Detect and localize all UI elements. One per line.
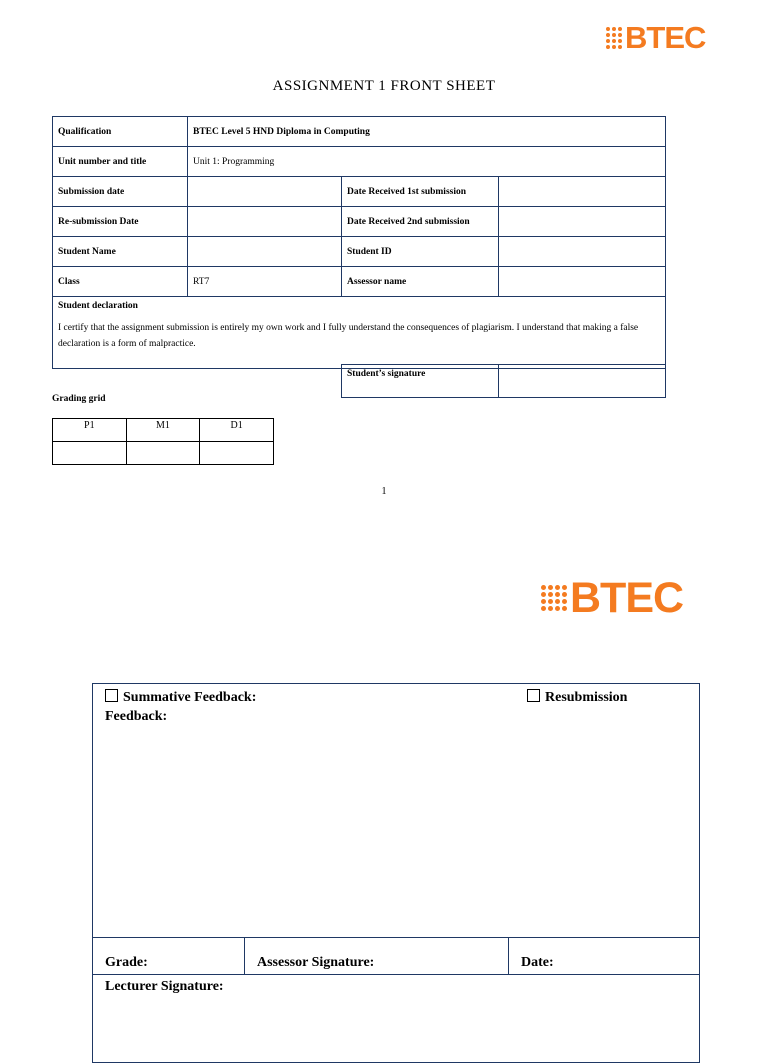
assessor-signature-cell[interactable] (245, 938, 509, 974)
table-row (53, 267, 666, 297)
date-cell[interactable] (509, 938, 699, 974)
grading-grid (52, 418, 274, 465)
declaration-text: I certify that the assignment submission is entirely my own work and I fully understand the consequences of plagiarism. I understand that making a false declaration is a form of malpractice. (58, 323, 639, 349)
page-number: 1 (381, 486, 387, 497)
feedback-section (93, 684, 699, 937)
qualification-label: Qualification (53, 117, 188, 147)
assessor-label: Assessor name (342, 267, 499, 297)
lecturer-signature-label: Lecturer Signature: (105, 979, 224, 994)
signature-label: Student’s signature (342, 365, 499, 398)
grading-grid-label: Grading grid (52, 394, 106, 404)
table-row (53, 147, 666, 177)
student-name-label: Student Name (53, 237, 188, 267)
page-title: ASSIGNMENT 1 FRONT SHEET (272, 78, 496, 94)
submission-date-field[interactable] (188, 177, 342, 207)
grade-header-d1: D1 (200, 419, 274, 442)
resubmission-option[interactable] (527, 689, 627, 706)
grade-label: Grade: (105, 955, 148, 970)
table-row (53, 297, 666, 369)
grade-header-p1: P1 (53, 419, 127, 442)
student-id-label: Student ID (342, 237, 499, 267)
student-declaration (53, 297, 666, 369)
checkbox-icon[interactable] (105, 689, 118, 702)
checkbox-icon[interactable] (527, 689, 540, 702)
date-label: Date: (521, 955, 554, 970)
logo-wordmark: BTEC (570, 574, 684, 622)
table-row (53, 177, 666, 207)
received-1st-label: Date Received 1st submission (342, 177, 499, 207)
table-row (53, 442, 274, 465)
summative-feedback-option[interactable] (105, 689, 256, 706)
received-2nd-field[interactable] (499, 207, 666, 237)
received-2nd-label: Date Received 2nd submission (342, 207, 499, 237)
btec-logo (606, 18, 705, 58)
table-row (53, 207, 666, 237)
submission-date-label: Submission date (53, 177, 188, 207)
front-sheet-table (52, 116, 666, 369)
grade-cell[interactable] (93, 938, 245, 974)
signature-table (341, 364, 666, 398)
class-value[interactable]: RT7 (188, 267, 342, 297)
grade-cell-d1[interactable] (200, 442, 274, 465)
feedback-box (92, 683, 700, 1063)
signature-field[interactable] (499, 365, 666, 398)
logo-wordmark: BTEC (625, 20, 706, 55)
student-name-field[interactable] (188, 237, 342, 267)
feedback-label: Feedback: (105, 709, 168, 724)
logo-dots-icon (541, 585, 567, 611)
assessor-signature-label: Assessor Signature: (257, 955, 375, 970)
table-row (342, 365, 666, 398)
student-id-field[interactable] (499, 237, 666, 267)
table-row (53, 419, 274, 442)
lecturer-signature-row[interactable] (93, 974, 699, 1064)
btec-logo (541, 570, 683, 626)
grade-row (93, 937, 699, 974)
logo-dots-icon (606, 27, 622, 49)
unit-label: Unit number and title (53, 147, 188, 177)
unit-value: Unit 1: Programming (188, 147, 666, 177)
declaration-title: Student declaration (58, 301, 138, 311)
summative-feedback-label: Summative Feedback: (123, 690, 257, 705)
grade-cell-p1[interactable] (53, 442, 127, 465)
table-row (53, 117, 666, 147)
class-label: Class (53, 267, 188, 297)
grade-header-m1: M1 (126, 419, 200, 442)
resubmission-date-label: Re-submission Date (53, 207, 188, 237)
assessor-field[interactable] (499, 267, 666, 297)
grade-cell-m1[interactable] (126, 442, 200, 465)
resubmission-date-field[interactable] (188, 207, 342, 237)
resubmission-label: Resubmission (545, 690, 628, 705)
received-1st-field[interactable] (499, 177, 666, 207)
qualification-value: BTEC Level 5 HND Diploma in Computing (188, 117, 666, 147)
table-row (53, 237, 666, 267)
